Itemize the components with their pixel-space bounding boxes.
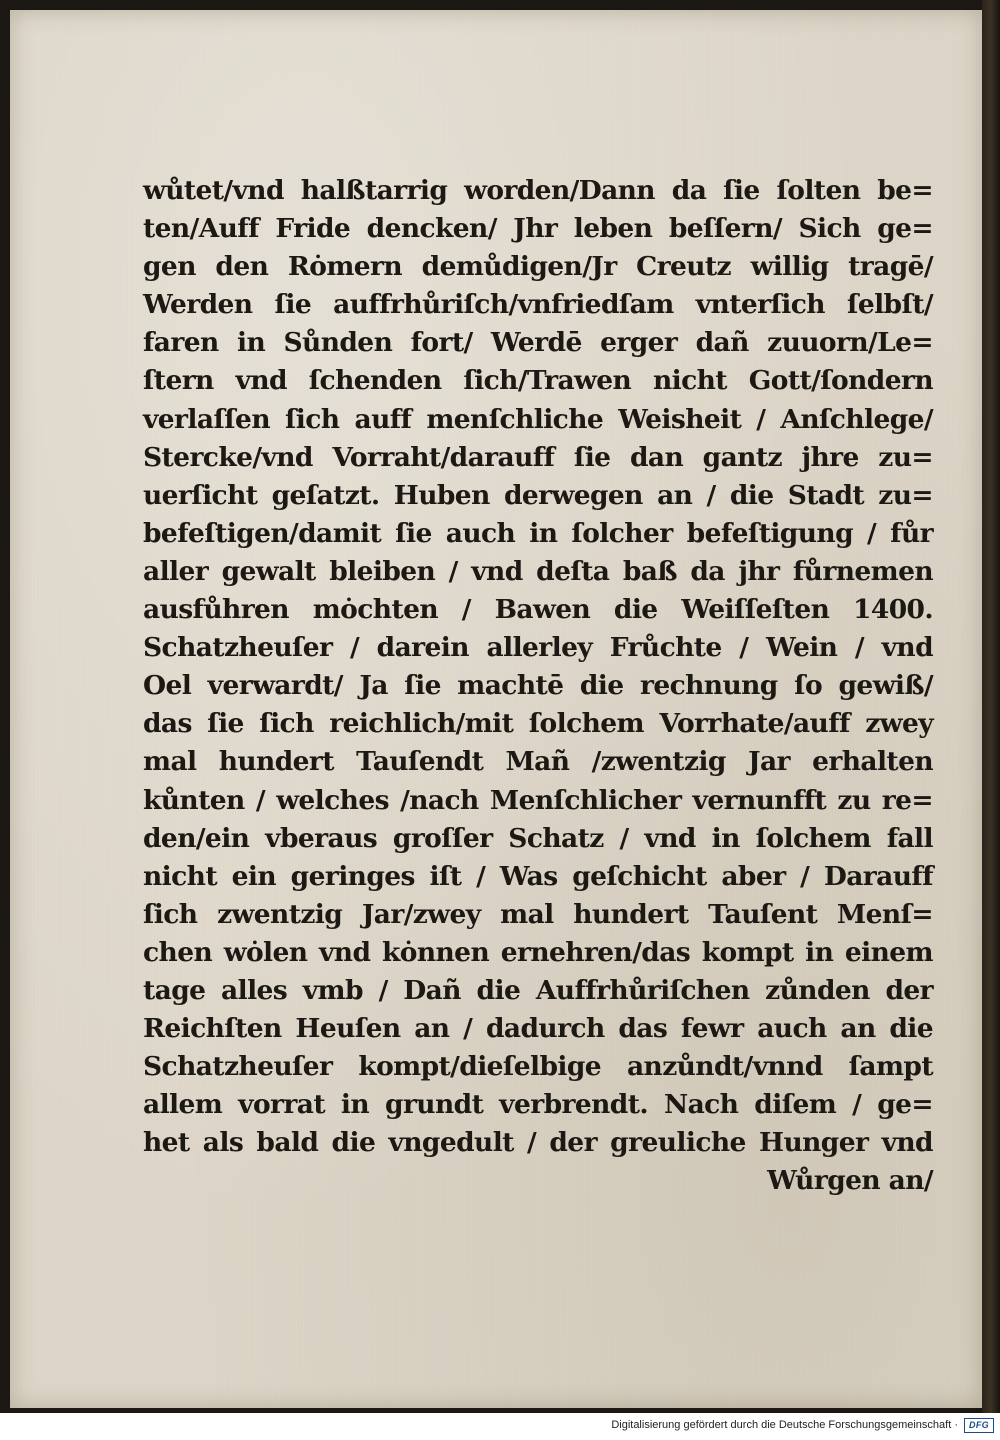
- text-line-3: gen den Rȯmern demůdigen/Jr Creutz willig tragē/: [143, 251, 933, 283]
- text-line-11: aller gewalt bleiben / vnd deſta baß da jhr fůrnemen: [143, 555, 933, 587]
- book-page: [10, 10, 982, 1408]
- text-line-20: ſich zwentzig Jar/zwey mal hundert Tauſent Menſ=: [143, 898, 933, 930]
- text-line-27: Wůrgen an/: [767, 1165, 933, 1197]
- footer-credit-text: Digitalisierung gefördert durch die Deutsche Forschungsgemeinschaft ·: [611, 1419, 958, 1431]
- text-line-10: befeſtigen/damit ſie auch in ſolcher befeſtigung / fůr: [143, 517, 933, 549]
- text-line-25: allem vorrat in grundt verbrendt. Nach diſem / ge=: [143, 1089, 933, 1121]
- text-line-7: verlaſſen ſich auff menſchliche Weisheit / Anſchlege/: [143, 403, 933, 435]
- text-line-1: wůtet/vnd halßtarrig worden/Dann da ſie ſolten be=: [143, 175, 933, 206]
- text-line-4: Werden ſie auffrhůriſch/vnfriedſam vnterſich ſelbſt/: [143, 289, 933, 321]
- text-line-16: mal hundert Tauſendt Mañ /zwentzig Jar erhalten: [143, 746, 933, 778]
- book-spine-edge: [982, 0, 1000, 1413]
- text-line-19: nicht ein geringes iſt / Was geſchicht aber / Darauff: [143, 860, 933, 892]
- text-line-23: Reichſten Heuſen an / dadurch das fewr auch an die: [143, 1013, 933, 1045]
- text-line-26: het als bald die vngedult / der greuliche Hunger vnd: [143, 1127, 933, 1159]
- text-line-17: kůnten / welches /nach Menſchlicher vernunfft zu re=: [143, 784, 933, 816]
- text-line-14: Oel verwardt/ Ja ſie machtē die rechnung ſo gewiß/: [143, 670, 933, 702]
- text-line-13: Schatzheuſer / darein allerley Frůchte / Wein / vnd: [143, 632, 933, 664]
- text-line-5: faren in Sůnden fort/ Werdē erger dañ zuuorn/Le=: [143, 327, 933, 359]
- text-line-21: chen wȯlen vnd kȯnnen ernehren/das kompt in einem: [143, 936, 933, 968]
- page-text-block: [143, 172, 933, 1201]
- text-line-9: uerſicht geſatzt. Huben derwegen an / die Stadt zu=: [143, 479, 933, 511]
- text-line-12: ausfůhren mȯchten / Bawen die Weiſſeſten 1400.: [143, 594, 933, 626]
- text-line-22: tage alles vmb / Dañ die Auffrhůriſchen zůnden der: [143, 974, 933, 1006]
- text-line-18: den/ein vberaus groſſer Schatz / vnd in ſolchem fall: [143, 822, 933, 854]
- digitization-footer: [0, 1413, 1000, 1440]
- text-line-8: Stercke/vnd Vorraht/darauff ſie dan gantz jhre zu=: [143, 441, 933, 473]
- text-line-24: Schatzheuſer kompt/dieſelbige anzůndt/vnnd ſampt: [143, 1051, 933, 1083]
- text-line-15: das ſie ſich reichlich/mit ſolchem Vorrhate/auff zwey: [143, 708, 933, 740]
- dfg-logo-icon: DFG: [964, 1418, 994, 1433]
- text-line-2: ten/Auff Fride dencken/ Jhr leben beſſern/ Sich ge=: [143, 213, 933, 245]
- text-line-6: ſtern vnd ſchenden ſich/Trawen nicht Gott/ſondern: [143, 365, 933, 397]
